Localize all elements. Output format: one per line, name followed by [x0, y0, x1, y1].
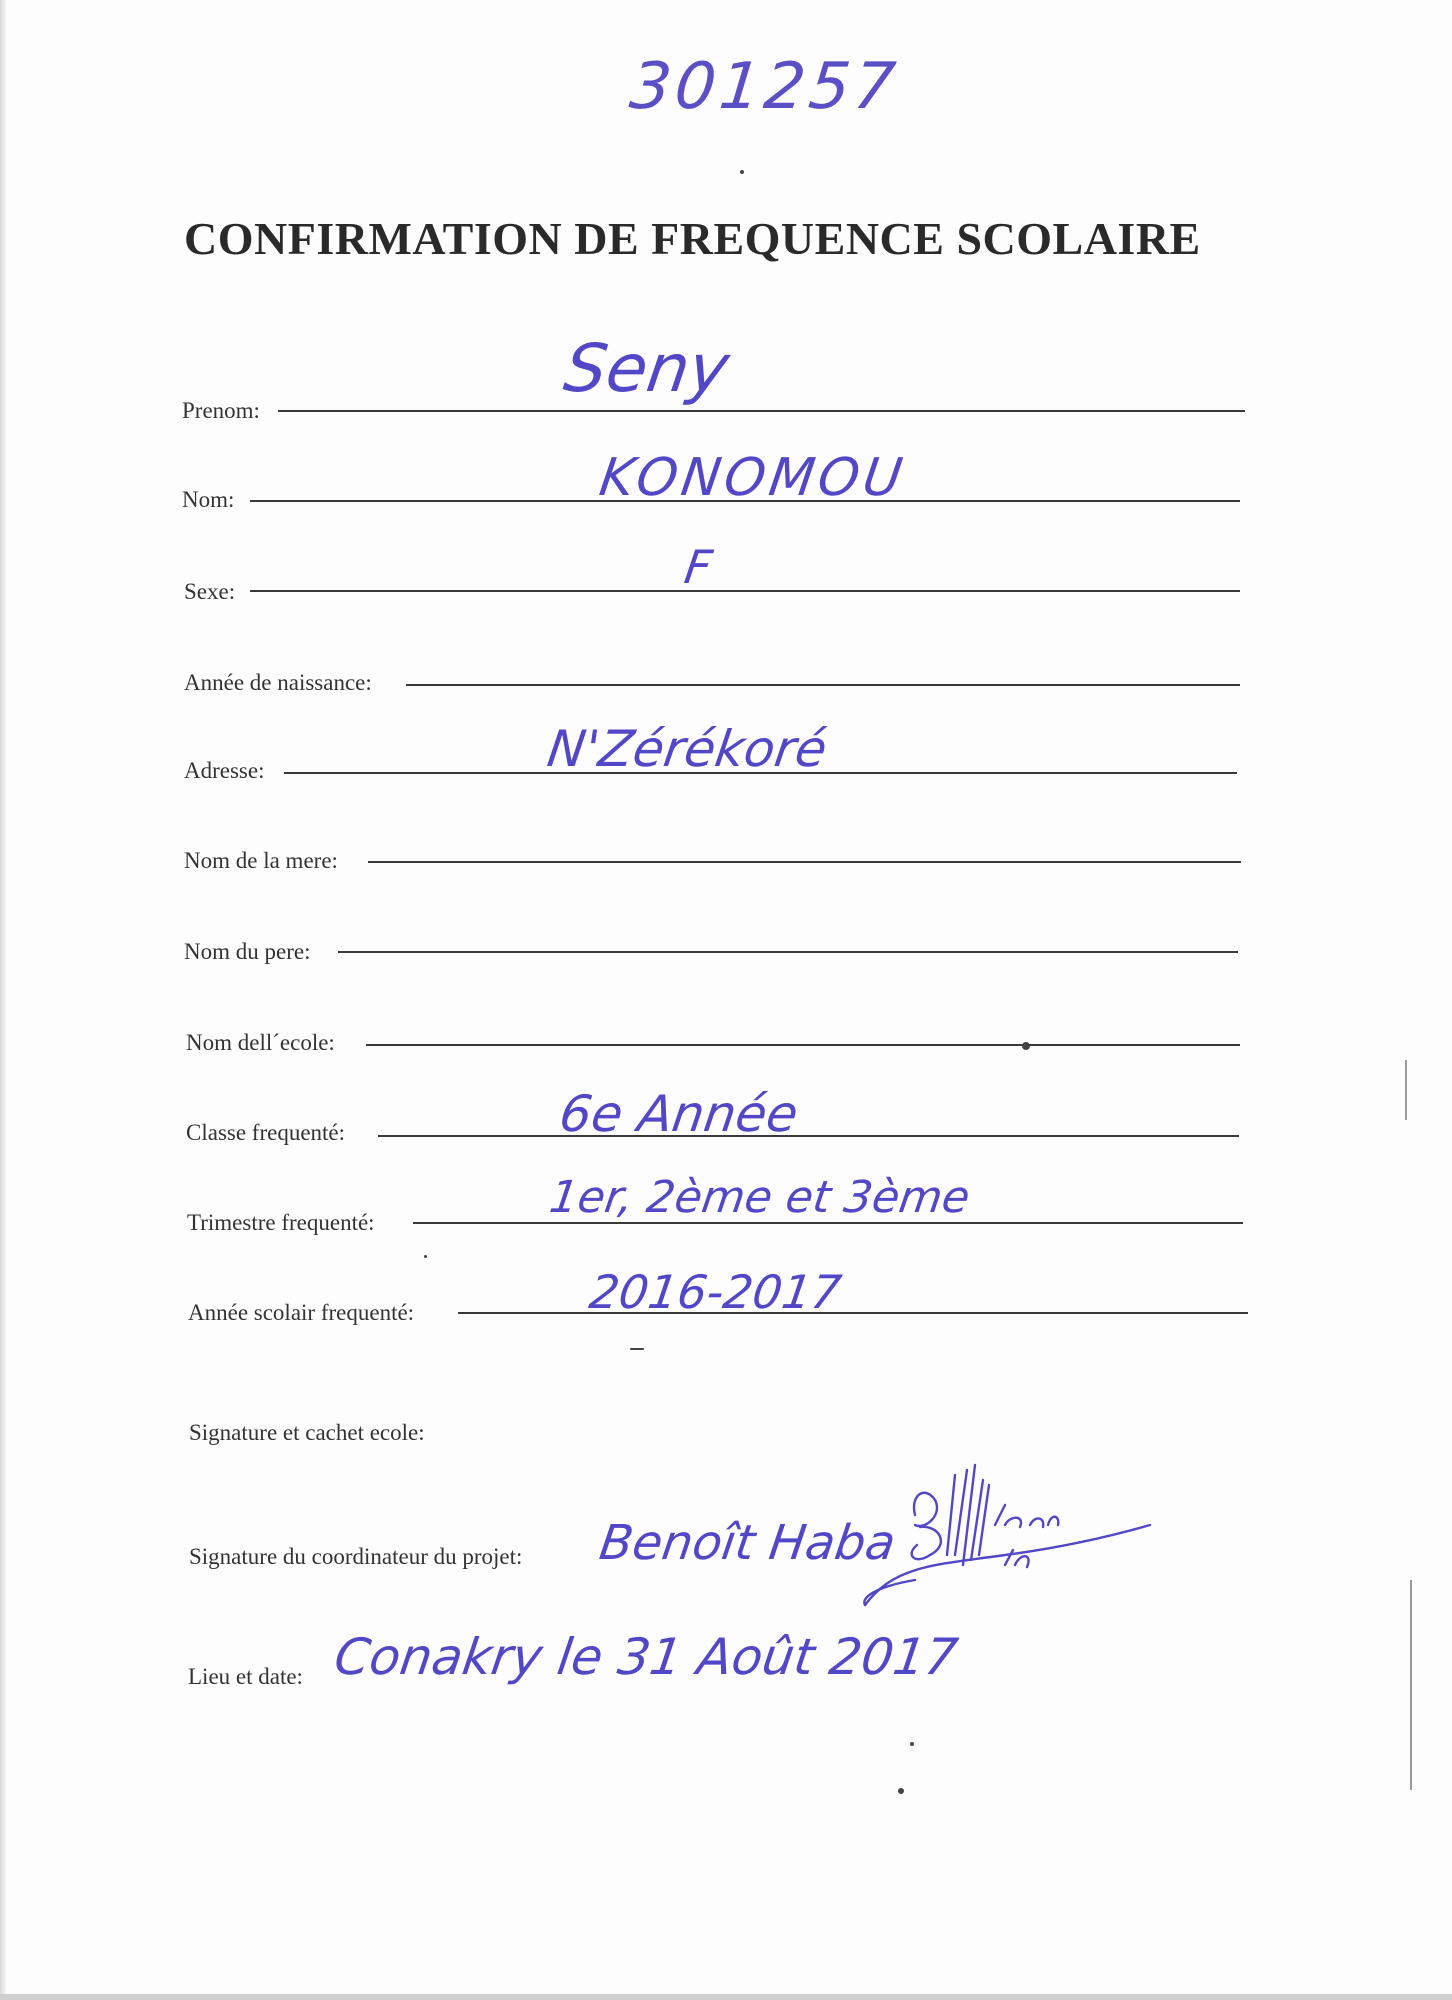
trimestre-label: Trimestre frequenté: [187, 1210, 375, 1235]
nom-mere-line [368, 861, 1241, 863]
nom-label: Nom: [182, 487, 235, 512]
scan-left-edge [0, 0, 6, 2000]
lieu-date-value: Conakry le 31 Août 2017 [330, 1628, 962, 1686]
handwritten-document-number: 301257 [626, 50, 903, 124]
classe-label: Classe frequenté: [186, 1120, 346, 1145]
scan-bottom-edge [0, 1994, 1452, 2000]
nom-pere-line [338, 951, 1238, 953]
sexe-line [250, 590, 1240, 592]
prenom-value: Seny [559, 330, 734, 407]
scan-speck [910, 1742, 914, 1746]
lieu-date-label: Lieu et date: [188, 1664, 303, 1689]
sexe-label: Sexe: [184, 579, 236, 604]
annee-scolaire-line [458, 1312, 1248, 1314]
prenom-line [278, 410, 1245, 412]
signature-coordinateur-label: Signature du coordinateur du projet: [189, 1544, 523, 1569]
classe-value: 6e Année [555, 1085, 802, 1143]
nom-ecole-label: Nom dell´ecole: [186, 1030, 335, 1055]
scan-edge-mark [1410, 1580, 1412, 1790]
adresse-label: Adresse: [184, 758, 265, 783]
nom-mere-label: Nom de la mere: [184, 848, 338, 873]
signature-ecole-label: Signature et cachet ecole: [189, 1420, 425, 1445]
nom-pere-label: Nom du pere: [184, 939, 311, 964]
nom-ecole-line [366, 1044, 1240, 1046]
scan-speck [898, 1788, 904, 1794]
document-title: CONFIRMATION DE FREQUENCE SCOLAIRE [184, 213, 1201, 264]
scan-speck [1022, 1042, 1030, 1050]
prenom-label: Prenom: [182, 398, 260, 423]
coordinator-signature [855, 1455, 1155, 1625]
scan-speck [740, 170, 744, 174]
annee-scolaire-value: 2016-2017 [586, 1265, 845, 1319]
classe-line [378, 1135, 1239, 1137]
annee-scolaire-label: Année scolair frequenté: [188, 1300, 415, 1325]
scan-speck [630, 1348, 644, 1350]
annee-naissance-label: Année de naissance: [184, 670, 372, 695]
annee-naissance-line [406, 684, 1240, 686]
coordinator-name: Benoît Haba [596, 1515, 899, 1571]
sexe-value: F [681, 540, 716, 594]
nom-value: KONOMOU [595, 448, 910, 508]
trimestre-value: 1er, 2ème et 3ème [546, 1172, 973, 1223]
scan-edge-mark [1405, 1060, 1407, 1120]
scan-speck [424, 1255, 427, 1258]
adresse-value: N'Zérékoré [543, 720, 831, 778]
